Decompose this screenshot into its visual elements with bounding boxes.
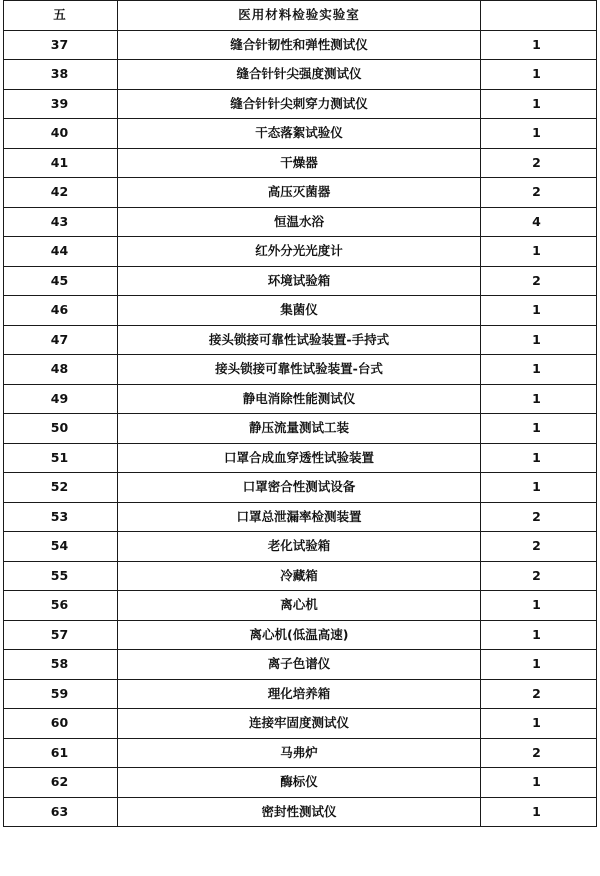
equipment-quantity: 1 (481, 355, 597, 385)
equipment-quantity: 2 (481, 679, 597, 709)
item-number: 57 (4, 620, 118, 650)
table-row (4, 89, 597, 119)
item-number: 54 (4, 532, 118, 562)
table-row (4, 60, 597, 90)
equipment-name: 干态落絮试验仪 (118, 119, 481, 149)
equipment-name: 缝合针针尖刺穿力测试仪 (118, 89, 481, 119)
equipment-name: 接头锁接可靠性试验装置-手持式 (118, 325, 481, 355)
table-row (4, 178, 597, 208)
equipment-name: 口罩密合性测试设备 (118, 473, 481, 503)
table-row (4, 620, 597, 650)
equipment-name: 接头锁接可靠性试验装置-台式 (118, 355, 481, 385)
item-number: 63 (4, 797, 118, 827)
equipment-quantity: 1 (481, 237, 597, 267)
item-number: 45 (4, 266, 118, 296)
table-row (4, 237, 597, 267)
item-number: 59 (4, 679, 118, 709)
table-row (4, 738, 597, 768)
item-number: 51 (4, 443, 118, 473)
equipment-quantity: 1 (481, 414, 597, 444)
equipment-name: 连接牢固度测试仪 (118, 709, 481, 739)
table-row (4, 709, 597, 739)
item-number: 61 (4, 738, 118, 768)
equipment-name: 环境试验箱 (118, 266, 481, 296)
equipment-table-body (4, 1, 597, 827)
item-number: 44 (4, 237, 118, 267)
table-row (4, 414, 597, 444)
equipment-quantity: 1 (481, 89, 597, 119)
equipment-quantity: 4 (481, 207, 597, 237)
table-row (4, 502, 597, 532)
equipment-quantity: 1 (481, 296, 597, 326)
equipment-name: 集菌仪 (118, 296, 481, 326)
equipment-name: 离子色谱仪 (118, 650, 481, 680)
table-row (4, 325, 597, 355)
equipment-quantity: 1 (481, 473, 597, 503)
equipment-name: 理化培养箱 (118, 679, 481, 709)
equipment-quantity: 2 (481, 178, 597, 208)
equipment-name: 冷藏箱 (118, 561, 481, 591)
table-row (4, 561, 597, 591)
item-number: 39 (4, 89, 118, 119)
item-number: 47 (4, 325, 118, 355)
equipment-name: 酶标仪 (118, 768, 481, 798)
equipment-table (3, 0, 597, 827)
item-number: 50 (4, 414, 118, 444)
equipment-name: 静压流量测试工装 (118, 414, 481, 444)
equipment-name: 马弗炉 (118, 738, 481, 768)
equipment-quantity: 1 (481, 650, 597, 680)
section-title: 医用材料检验实验室 (118, 1, 481, 31)
table-row (4, 768, 597, 798)
equipment-name: 静电消除性能测试仪 (118, 384, 481, 414)
item-number: 46 (4, 296, 118, 326)
equipment-quantity: 1 (481, 60, 597, 90)
item-number: 37 (4, 30, 118, 60)
item-number: 62 (4, 768, 118, 798)
equipment-name: 离心机 (118, 591, 481, 621)
equipment-quantity: 1 (481, 768, 597, 798)
equipment-quantity: 1 (481, 119, 597, 149)
equipment-quantity: 2 (481, 532, 597, 562)
equipment-name: 缝合针韧性和弹性测试仪 (118, 30, 481, 60)
item-number: 49 (4, 384, 118, 414)
equipment-quantity: 2 (481, 502, 597, 532)
equipment-name: 口罩合成血穿透性试验装置 (118, 443, 481, 473)
equipment-quantity: 1 (481, 325, 597, 355)
equipment-quantity: 2 (481, 561, 597, 591)
item-number: 60 (4, 709, 118, 739)
equipment-quantity: 1 (481, 30, 597, 60)
table-row (4, 119, 597, 149)
table-row (4, 591, 597, 621)
item-number: 41 (4, 148, 118, 178)
item-number: 56 (4, 591, 118, 621)
equipment-quantity: 2 (481, 148, 597, 178)
equipment-name: 高压灭菌器 (118, 178, 481, 208)
equipment-quantity: 1 (481, 709, 597, 739)
item-number: 55 (4, 561, 118, 591)
equipment-name: 恒温水浴 (118, 207, 481, 237)
equipment-quantity: 1 (481, 797, 597, 827)
equipment-name: 口罩总泄漏率检测装置 (118, 502, 481, 532)
table-row (4, 384, 597, 414)
equipment-quantity: 1 (481, 384, 597, 414)
equipment-quantity: 2 (481, 738, 597, 768)
equipment-quantity: 1 (481, 591, 597, 621)
item-number: 38 (4, 60, 118, 90)
section-header-row (4, 1, 597, 31)
table-row (4, 355, 597, 385)
table-row (4, 797, 597, 827)
equipment-name: 干燥器 (118, 148, 481, 178)
table-row (4, 207, 597, 237)
table-row (4, 266, 597, 296)
item-number: 58 (4, 650, 118, 680)
item-number: 40 (4, 119, 118, 149)
table-row (4, 650, 597, 680)
equipment-name: 缝合针针尖强度测试仪 (118, 60, 481, 90)
equipment-name: 密封性测试仪 (118, 797, 481, 827)
item-number: 42 (4, 178, 118, 208)
item-number: 52 (4, 473, 118, 503)
equipment-name: 老化试验箱 (118, 532, 481, 562)
table-row (4, 443, 597, 473)
equipment-quantity: 1 (481, 620, 597, 650)
item-number: 53 (4, 502, 118, 532)
item-number: 43 (4, 207, 118, 237)
equipment-quantity: 1 (481, 443, 597, 473)
table-row (4, 679, 597, 709)
equipment-name: 红外分光光度计 (118, 237, 481, 267)
table-row (4, 30, 597, 60)
table-row (4, 296, 597, 326)
section-number: 五 (4, 1, 118, 31)
equipment-quantity: 2 (481, 266, 597, 296)
table-row (4, 148, 597, 178)
equipment-name: 离心机(低温高速) (118, 620, 481, 650)
table-row (4, 532, 597, 562)
table-row (4, 473, 597, 503)
section-quantity (481, 1, 597, 31)
item-number: 48 (4, 355, 118, 385)
